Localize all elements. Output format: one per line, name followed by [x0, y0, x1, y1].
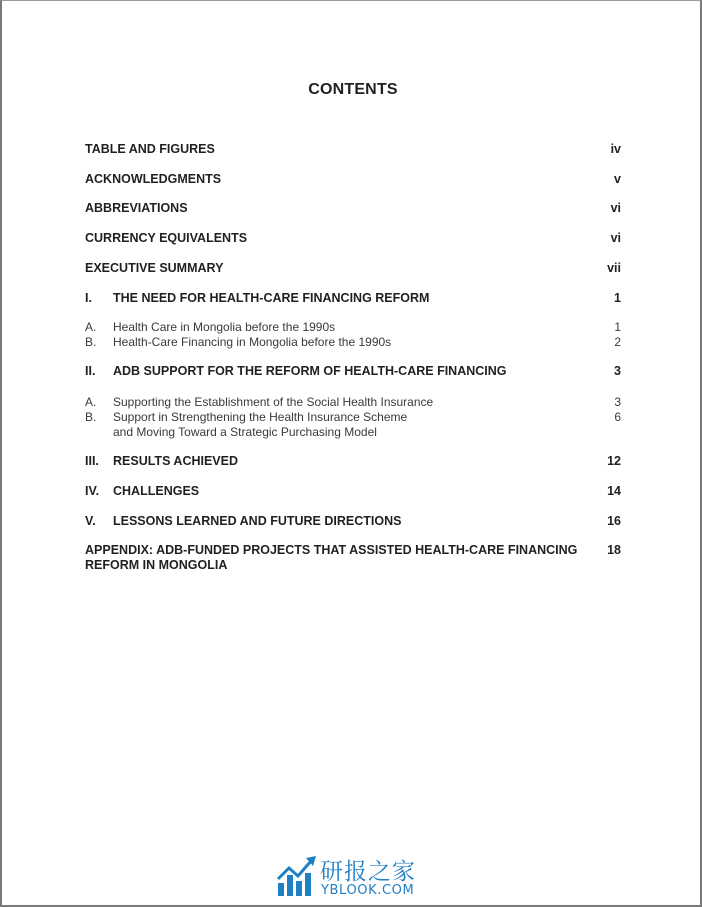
- toc-entry-page: vi: [610, 231, 621, 245]
- toc-entry-page: vii: [607, 261, 621, 275]
- section-page: 3: [614, 395, 621, 409]
- chapter-label: CHALLENGES: [113, 484, 200, 498]
- section-page: 1: [614, 320, 621, 334]
- chapter-number: II.: [85, 364, 96, 378]
- watermark-text-en: YBLOOK.COM: [321, 883, 415, 898]
- chapter-page: 16: [607, 514, 621, 528]
- chapter-number: V.: [85, 514, 96, 528]
- chapter-page: 1: [614, 291, 621, 305]
- chapter-number: III.: [85, 454, 99, 468]
- section-page: 6: [614, 410, 621, 424]
- toc-entry-page: iv: [610, 142, 621, 156]
- watermark-logo: [276, 853, 436, 901]
- chapter-label: RESULTS ACHIEVED: [113, 454, 239, 468]
- chapter-label: ADB SUPPORT FOR THE REFORM OF HEALTH-CARE FINANCING: [113, 364, 507, 378]
- chapter-number: IV.: [85, 484, 100, 498]
- toc-entry-label: ABBREVIATIONS: [85, 201, 188, 215]
- section-page: 2: [614, 335, 621, 349]
- toc-entry-label: TABLE AND FIGURES: [85, 142, 215, 156]
- chapter-label: LESSONS LEARNED AND FUTURE DIRECTIONS: [113, 514, 402, 528]
- watermark-text-cn: 研报之家: [320, 859, 416, 885]
- rising-chart-icon: [276, 853, 318, 897]
- chapter-page: 3: [614, 364, 621, 378]
- chapter-label: THE NEED FOR HEALTH-CARE FINANCING REFORM: [113, 291, 430, 305]
- section-letter: A.: [85, 395, 97, 409]
- toc-entry-label: ACKNOWLEDGMENTS: [85, 172, 222, 186]
- contents-title: CONTENTS: [308, 81, 398, 98]
- section-label: Supporting the Establishment of the Social Health Insurance: [113, 395, 434, 409]
- toc-entry-label: CURRENCY EQUIVALENTS: [85, 231, 248, 245]
- section-label-line2: and Moving Toward a Strategic Purchasing Model: [113, 425, 377, 439]
- section-letter: A.: [85, 320, 97, 334]
- toc-entry-label: EXECUTIVE SUMMARY: [85, 261, 224, 275]
- section-letter: B.: [85, 335, 97, 349]
- appendix-label-line2: REFORM IN MONGOLIA: [85, 558, 228, 572]
- appendix-label-line1: APPENDIX: ADB-FUNDED PROJECTS THAT ASSISTED HEALTH-CARE FINANCING: [85, 543, 578, 557]
- appendix-page: 18: [607, 543, 621, 557]
- toc-entry-page: v: [614, 172, 621, 186]
- section-label: Health-Care Financing in Mongolia before the 1990s: [113, 335, 392, 349]
- toc-entry-page: vi: [610, 201, 621, 215]
- section-letter: B.: [85, 410, 97, 424]
- section-label: Health Care in Mongolia before the 1990s: [113, 320, 336, 334]
- section-label: Support in Strengthening the Health Insurance Scheme: [113, 410, 408, 424]
- chapter-page: 12: [607, 454, 621, 468]
- chapter-number: I.: [85, 291, 92, 305]
- chapter-page: 14: [607, 484, 621, 498]
